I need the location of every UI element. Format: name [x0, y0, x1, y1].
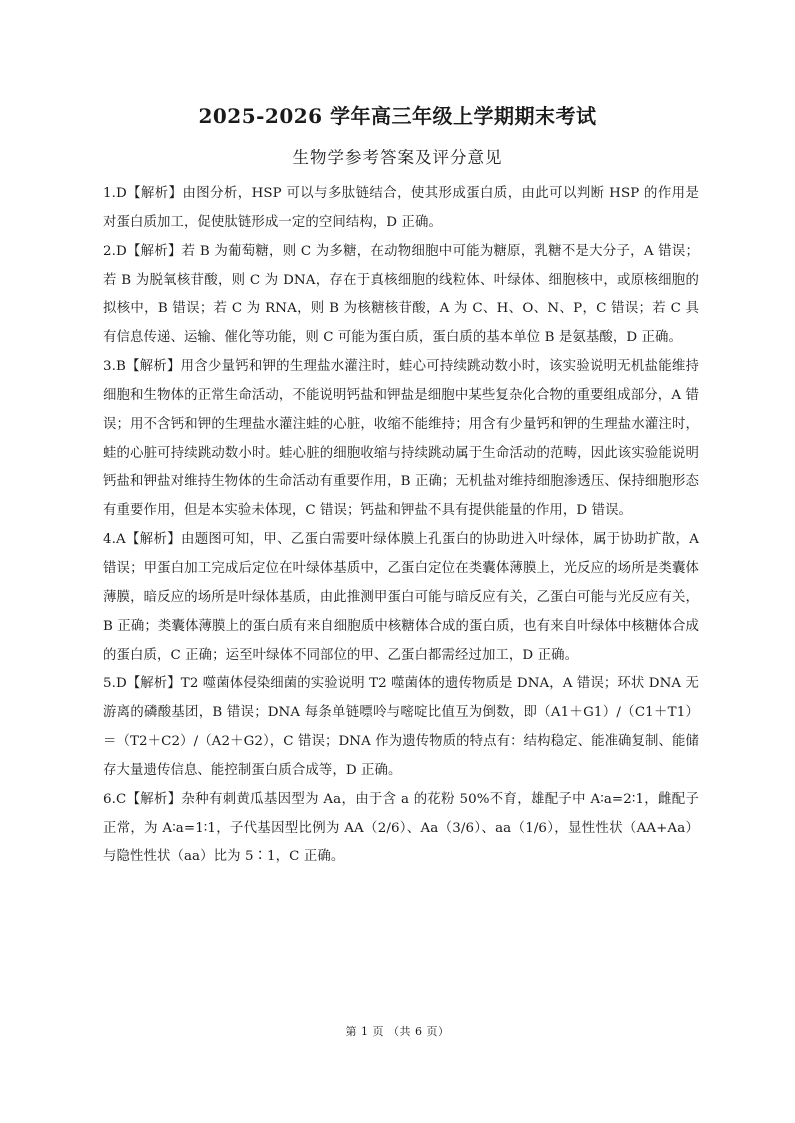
- answer-number: 5.D: [103, 676, 127, 692]
- page-footer: 第 1 页 （共 6 页）: [345, 1025, 450, 1038]
- answer-tag: 【解析】: [126, 243, 182, 259]
- answer-tag: 【解析】: [126, 676, 181, 692]
- answer-number: 4.A: [103, 532, 126, 548]
- answer-tag: 【解析】: [125, 359, 181, 375]
- answer-text: 用含少量钙和钾的生理盐水灌注时，蛙心可持续跳动数小时，该实验说明无机盐能维持细胞和生物体的正常生命活动，不能说明钙盐和钾盐是细胞中某些复杂化合物的重要组成部分，A 错误；用不含钙和钾的生理盐水灌注蛙的心脏，收缩不能维持；用含有少量钙和钾的生理盐水灌注时，蛙的心脏可持续跳动数小时。蛙心脏的细胞收缩与持续跳动属于生命活动的范畴，因此该实验能说明钙盐和钾盐对维持生物体的生命活动有重要作用，B 正确；无机盐对维持细胞渗透压、保持细胞形态有重要作用，但是本实验未体现，C 错误；钙盐和钾盐不具有提供能量的作用，D 错误。: [103, 359, 699, 519]
- answer-tag: 【解析】: [126, 186, 183, 201]
- answer-item-4: [103, 526, 699, 670]
- answer-text: 由题图可知，甲、乙蛋白需要叶绿体膜上孔蛋白的协助进入叶绿体，属于协助扩散，A 错误；甲蛋白加工完成后定位在叶绿体基质中，乙蛋白定位在类囊体薄膜上，光反应的场所是类囊体薄膜，暗反应的场所是叶绿体基质，由此推测甲蛋白可能与暗反应有关，乙蛋白可能与光反应有关，B 正确；类囊体薄膜上的蛋白质有来自细胞质中核糖体合成的蛋白质，也有来自叶绿体中核糖体合成的蛋白质，C 正确；运至叶绿体不同部位的甲、乙蛋白都需经过加工，D 正确。: [103, 532, 699, 663]
- page-title: 2025-2026 学年高三年级上学期期末考试: [198, 104, 597, 128]
- answer-list: [103, 180, 699, 872]
- answer-text: 若 B 为葡萄糖，则 C 为多糖，在动物细胞中可能为糖原，乳糖不是大分子，A 错误；若 B 为脱氧核苷酸，则 C 为 DNA，存在于真核细胞的线粒体、叶绿体、细胞核中，或原核细胞的拟核中，B 错误；若 C 为 RNA，则 B 为核糖核苷酸，A 为 C、H、O、N、P，C 错误；若 C 具有信息传递、运输、催化等功能，则 C 可能为蛋白质，蛋白质的基本单位 B 是氨基酸，D 正确。: [103, 243, 699, 346]
- answer-text: 杂种有刺黄瓜基因型为 Aa，由于含 a 的花粉 50%不育，雄配子中 A∶a=2∶1，雌配子正常，为 A∶a=1∶1，子代基因型比例为 AA（2/6）、Aa（3/6）、aa（1/6），显性性状（AA+Aa）与隐性性状（aa）比为 5∶1，C 正确。: [103, 791, 699, 865]
- page-subtitle: 生物学参考答案及评分意见: [292, 148, 503, 167]
- answer-item-6: [103, 786, 699, 873]
- answer-item-2: [103, 238, 699, 353]
- answer-text: T2 噬菌体侵染细菌的实验说明 T2 噬菌体的遗传物质是 DNA，A 错误；环状 DNA 无游离的磷酸基团，B 错误；DNA 每条单链嘌呤与嘧啶比值互为倒数，即（A1＋G1）/（C1＋T1）＝（T2＋C2）/（A2＋G2），C 错误；DNA 作为遗传物质的特点有：结构稳定、能准确复制、能储存大量遗传信息、能控制蛋白质合成等，D 正确。: [103, 676, 700, 778]
- answer-text: 由图分析，HSP 可以与多肽链结合，使其形成蛋白质，由此可以判断 HSP 的作用是对蛋白质加工，促使肽链形成一定的空间结构，D 正确。: [103, 186, 699, 230]
- answer-number: 2.D: [103, 243, 127, 259]
- answer-number: 1.D: [103, 186, 127, 201]
- answer-number: 6.C: [103, 791, 127, 807]
- answer-tag: 【解析】: [126, 791, 182, 807]
- answer-item-3: [103, 353, 699, 526]
- answer-item-1: [103, 180, 699, 238]
- answer-item-5: [103, 670, 699, 785]
- answer-number: 3.B: [103, 359, 126, 375]
- answer-tag: 【解析】: [125, 532, 181, 548]
